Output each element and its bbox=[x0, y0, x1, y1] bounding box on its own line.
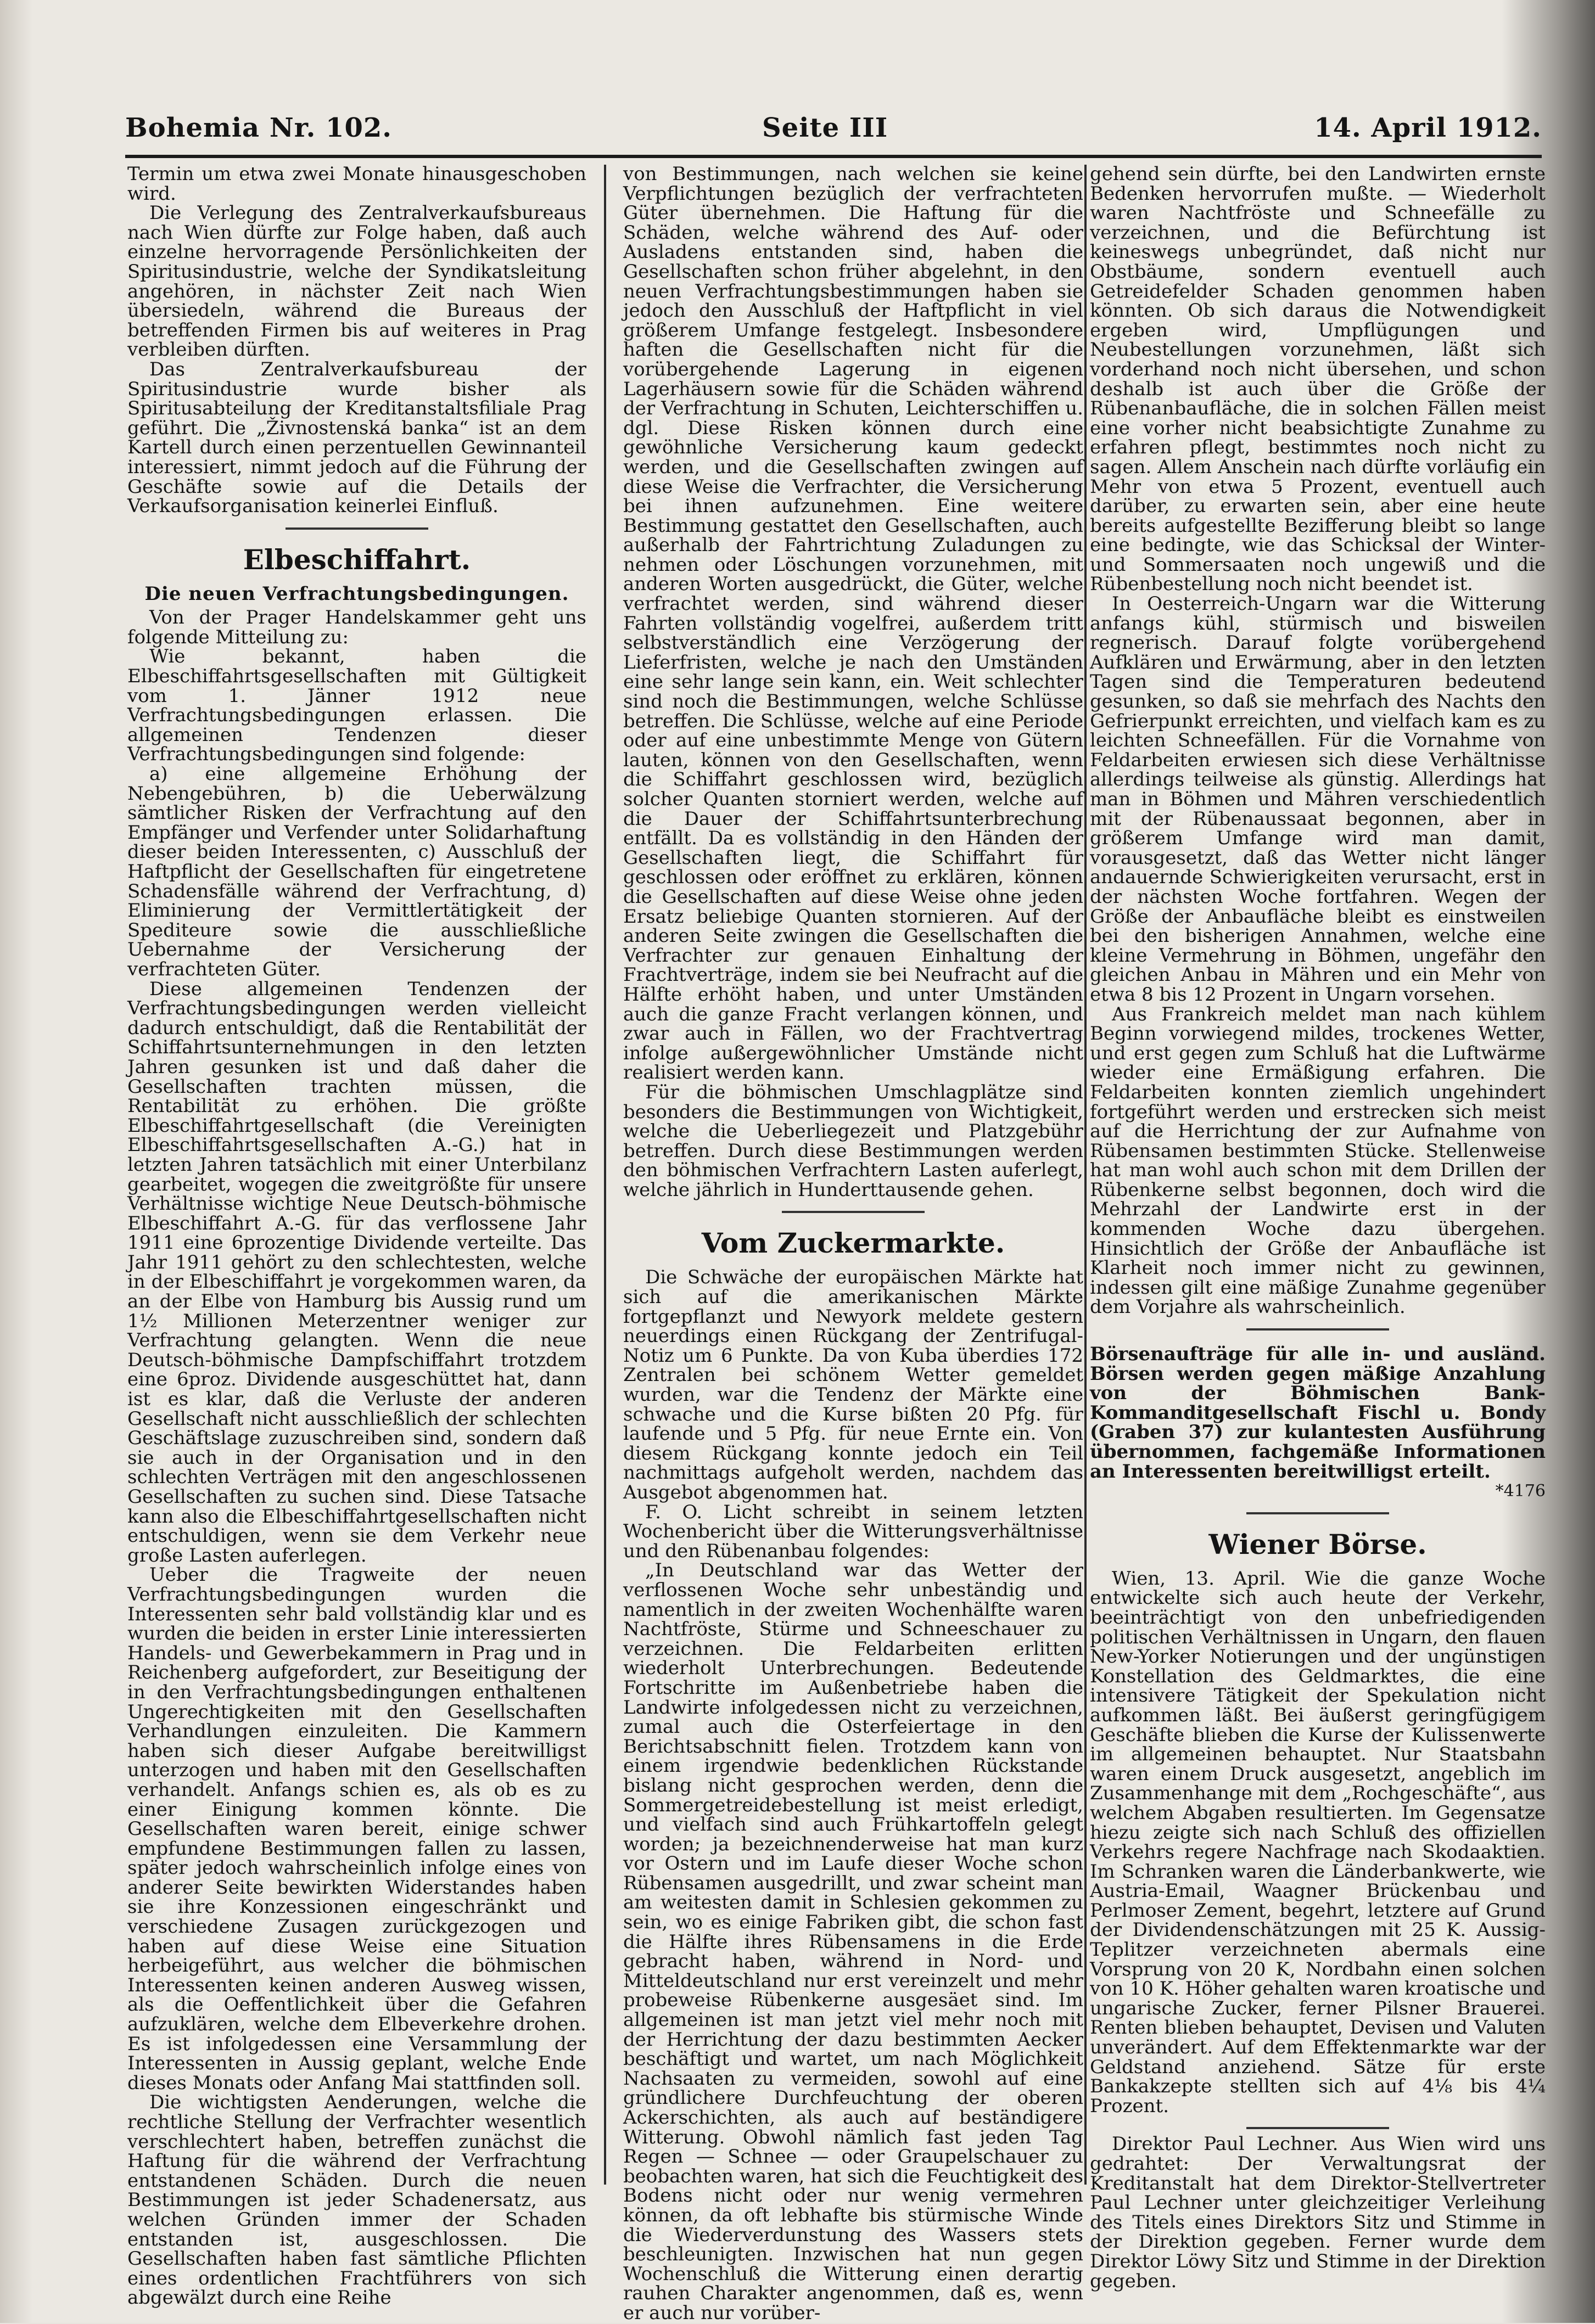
section-divider bbox=[286, 527, 428, 530]
advertisement-ref: *4176 bbox=[1495, 1481, 1546, 1501]
paragraph: Von der Prager Handelskammer geht uns folgende Mitteilung zu: bbox=[127, 607, 586, 648]
scan-edge-left bbox=[0, 0, 33, 2323]
paragraph: F. O. Licht schreibt in seinem letzten Wochenbericht über die Witterungsverhältnisse und den Rübenanbau folgendes: bbox=[623, 1501, 1083, 1562]
paragraph: a) eine allgemeine Erhöhung der Nebengebühren, b) die Ueberwälzung sämtlicher Risken der Verfrachtung auf den Empfänger und Verfender unter Solidarhaftung dieser beiden Interessenten, c) Ausschluß der Haftpflicht der Gesellschaften für eingetretene Schadensfälle während der Verfrachtung, d) Eliminierung der Vermittlertätigkeit der Spediteure sowie die ausschließliche Uebernahme der Versicherung der verfrachteten Güter. bbox=[127, 763, 586, 980]
paragraph: Wien, 13. April. Wie die ganze Woche entwickelte sich auch heute der Verkehr, beeinträchtigt von den unbefriedigenden politischen Verhältnissen in Ungarn, den flauen New-Yorker Notierungen und der ungünstigen Konstellation des Geldmarktes, die eine intensivere Tätigkeit der Spekulation nicht aufkommen läßt. Bei äußerst geringfügigem Geschäfte blieben die Kurse der Kulissenwerte im allgemeinen behauptet. Nur Staatsbahn waren einem Druck ausgesetzt, angeblich im Zusammenhange mit dem „Rochgeschäfte“, aus welchem Abgaben resultierten. Im Gegensatze hiezu zeigte sich nach Schluß des offiziellen Verkehrs regere Nachfrage nach Skodaaktien. Im Schranken waren die Länderbankwerte, wie Austria-Email, Waagner Brückenbau und Perlmoser Zement, begehrt, letztere auf Grund der Dividendenschätzungen mit 25 K. Aussig-Teplitzer verzeichneten abermals eine Vorsprung von 20 K, Nordbahn einen solchen von 10 K. Höher gehalten waren kroatische und ungarische Zucker, ferner Pilsner Brauerei. Renten blieben behauptet, Devisen und Valuten unverändert. Auf dem Effektenmarkte war der Geldstand anziehend. Sätze für erste Bankakzepte stellten sich auf 4⅛ bis 4¼ Prozent. bbox=[1090, 1567, 1546, 2117]
column-rule-1 bbox=[604, 165, 606, 2185]
section-subheading: Die neuen Verfrachtungsbedingungen. bbox=[144, 582, 569, 605]
paragraph: Termin um etwa zwei Monate hinausgeschoben wird. bbox=[127, 163, 586, 205]
paragraph: Direktor Paul Lechner. Aus Wien wird uns gedrahtet: Der Verwaltungsrat der Kreditanstalt hat dem Direktor-Stellvertreter Paul Lechner unter gleichzeitiger Verleihung des Titels eines Direktors Sitz und Stimme in der Direktion gegeben. Ferner wurde dem Direktor Löwy Sitz und Stimme in der Direktion gegeben. bbox=[1090, 2133, 1546, 2292]
page-header bbox=[125, 113, 1542, 151]
paragraph: Das Zentralverkaufsbureau der Spiritusindustrie wurde bisher als Spiritusabteilung der Kreditanstaltsfiliale Prag geführt. Die „Živnostenská banka“ ist an dem Kartell durch einen perzentuellen Gewinnanteil interessiert, nimmt jedoch auf die Führung der Geschäfte sowie auf die Details der Verkaufsorganisation keinerlei Einfluß. bbox=[127, 358, 586, 518]
paragraph: Wie bekannt, haben die Elbeschiffahrtsgesellschaften mit Gültigkeit vom 1. Jänner 1912 neue Verfrachtungsbedingungen erlassen. Die allgemeinen Tendenzen dieser Verfrachtungsbedingungen sind folgende: bbox=[127, 645, 586, 766]
header-masthead: Bohemia Nr. 102. bbox=[125, 113, 392, 143]
paragraph: Die wichtigsten Aenderungen, welche die rechtliche Stellung der Verfrachter wesentlich verschlechtert haben, betreffen zunächst die Haftung für die während der Verfrachtung entstandenen Schäden. Durch die neuen Bestimmungen ist jeder Schadenersatz, aus welchen Gründen immer der Schaden entstanden ist, ausgeschlossen. Die Gesellschaften haben fast sämtliche Pflichten eines ordentlichen Frachtführers von sich abgewälzt durch eine Reihe bbox=[127, 2091, 586, 2309]
paragraph: Diese allgemeinen Tendenzen der Verfrachtungsbedingungen werden vielleicht dadurch entschuldigt, daß die Rentabilität der Schiffahrtsunternehmungen in den letzten Jahren gesunken ist und daß daher die Gesellschaften trachten müssen, die Rentabilität zu erhöhen. Die größte Elbeschiffahrtgesellschaft (die Vereinigten Elbeschiffahrtsgesellschaften A.-G.) hat in letzten Jahren tatsächlich mit einer Unterbilanz gearbeitet, wogegen die zweitgrößte für unsere Verhältnisse wichtige Neue Deutsch-böhmische Elbeschiffahrt A.-G. für das verflossene Jahr 1911 eine 6prozentige Dividende verteilte. Das Jahr 1911 gehört zu den schlechtesten, welche in der Elbeschiffahrt je vorgekommen waren, da an der Elbe von Hamburg bis Aussig rund um 1½ Millionen Meterzentner weniger zur Verfrachtung gelangten. Wenn die neue Deutsch-böhmische Dampfschiffahrt trotzdem eine 6proz. Dividende ausgeschüttet hat, dann ist es klar, daß die Verluste der anderen Gesellschaft nicht ausschließlich der schlechten Geschäftslage zuzuschreiben sind, sondern daß sie auch in der Organisation und in den schlechten Verträgen mit den angeschlossenen Gesellschaften zu suchen sind. Diese Tatsache kann also die Elbeschiffahrtgesellschaften nicht entschuldigen, wenn sie dem Verkehr neue große Lasten auferlegen. bbox=[127, 978, 586, 1567]
paragraph: von Bestimmungen, nach welchen sie keine Verpflichtungen bezüglich der verfrachteten Güter übernehmen. Die Haftung für die Schäden, welche während des Auf- oder Ausladens entstanden sind, haben die Gesellschaften schon früher abgelehnt, in den neuen Verfrachtungsbestimmungen haben sie jedoch den Ausschluß der Haftpflicht in viel größerem Umfange festgelegt. Insbesondere haften die Gesellschaften nicht für die vorübergehende Lagerung in eigenen Lagerhäusern sowie für die Schäden während der Verfrachtung in Schuten, Leichterschiffen u. dgl. Diese Risken können durch eine gewöhnliche Versicherung kaum gedeckt werden, und die Gesellschaften zwingen auf diese Weise die Verfrachter, die Versicherung bei ihnen aufzunehmen. Eine weitere Bestimmung gestattet den Gesellschaften, auch außerhalb der Fahrtrichtung Zuladungen zu nehmen oder Löschungen vorzunehmen, mit anderen Worten ausgedrückt, die Güter, welche verfrachtet werden, sind während dieser Fahrten vollständig vogelfrei, außerdem tritt selbstverständlich eine Verzögerung der Lieferfristen, welche je nach den Umständen eine sehr lange sein kann, ein. Weit schlechter sind noch die Bestimmungen, welche Schlüsse betreffen. Die Schlüsse, welche auf eine Periode oder auf eine unbestimmte Menge von Gütern lauten, können von den Gesellschaften, wenn die Schiffahrt geschlossen wird, bezüglich solcher Quanten storniert werden, welche auf die Dauer der Schiffahrtsunterbrechung entfällt. Da es vollständig in den Händen der Gesellschaften liegt, die Schiffahrt für geschlossen oder eröffnet zu erklären, können die Gesellschaften auf diese Weise ohne jeden Ersatz beliebige Quanten stornieren. Auf der anderen Seite zwingen die Gesellschaften die Verfrachter zur genauen Einhaltung der Frachtverträge, indem sie bei Neufracht auf die Hälfte erhöht haben, und unter Umständen auch die ganze Fracht verlangen können, und zwar auch in Fällen, wo der Frachtvertrag infolge außergewöhnlicher Umstände nicht realisiert werden kann. bbox=[623, 163, 1083, 1084]
paragraph: „In Deutschland war das Wetter der verflossenen Woche sehr unbeständig und namentlich in der zweiten Wochenhälfte waren Nachtfröste, Stürme und Schneeschauer zu verzeichnen. Die Feldarbeiten erlitten wiederholt Unterbrechungen. Bedeutende Fortschritte im Außenbetriebe haben die Landwirte infolgedessen nicht zu verzeichnen, zumal auch die Osterfeiertage in den Berichtsabschnitt fielen. Trotzdem kann von einem irgendwie bedenklichen Rückstande bislang nicht gesprochen werden, denn die Sommergetreidebestellung ist meist erledigt, und vielfach sind auch Frühkartoffeln gelegt worden; ja bezeichnenderweise hat man kurz vor Ostern und im Laufe dieser Woche schon Rübensamen ausgedrillt, und zwar scheint man am weitesten damit in Schlesien gekommen zu sein, wo es einige Fabriken gibt, die schon fast die Hälfte ihres Rübensamens in die Erde gebracht haben, während in Nord- und Mitteldeutschland nur erst vereinzelt und mehr probeweise Rübenkerne ausgesäet sind. Im allgemeinen ist man jetzt viel mehr noch mit der Herrichtung der dazu bestimmten Aecker beschäftigt und wartet, um nach Möglichkeit Nachsaaten zu vermeiden, sowohl auf eine gründlichere Durchfeuchtung der oberen Ackerschichten, als auch auf beständigere Witterung. Obwohl nämlich fast jeden Tag Regen — Schnee — oder Graupelschauer zu beobachten waren, hat sich die Feuchtigkeit des Bodens nicht oder nur wenig vermehren können, da oft lebhafte bis stürmische Winde die Wiederverdunstung des Wassers stets beschleunigten. Inzwischen hat nun gegen Wochenschluß die Witterung einen derartig rauhen Charakter angenommen, daß es, wenn er auch nur vorüber- bbox=[623, 1559, 1083, 2324]
header-rule bbox=[125, 155, 1542, 158]
section-divider bbox=[782, 1211, 925, 1213]
paragraph: Die Schwäche der europäischen Märkte hat sich auf die amerikanischen Märkte fortgepflanzt und Newyork meldete gestern neuerdings einen Rückgang der Zentrifugal-Notiz um 6 Punkte. Da von Kuba überdies 172 Zentralen bei schönem Wetter gemeldet wurden, war die Tendenz der Märkte eine schwache und die Kurse bißten 20 Pfg. für laufende und 5 Pfg. für neue Ernte ein. Von diesem Rückgang konnte jedoch ein Teil nachmittags aufgeholt werden, nachdem das Ausgebot abgenommen hat. bbox=[623, 1266, 1083, 1503]
paragraph: Ueber die Tragweite der neuen Verfrachtungsbedingungen wurden die Interessenten sehr bald vollständig klar und es wurden die beiden in erster Linie interessierten Handels- und Gewerbekammern in Prag und in Reichenberg aufgefordert, zur Beseitigung der in den Verfrachtungsbedingungen enthaltenen Ungerechtigkeiten mit den Gesellschaften Verhandlungen einzuleiten. Die Kammern haben sich dieser Aufgabe bereitwilligst unterzogen und haben mit den Gesellschaften verhandelt. Anfangs schien es, als ob es zu einer Einigung kommen könnte. Die Gesellschaften waren bereit, einige schwer empfundene Bestimmungen fallen zu lassen, später jedoch wahrscheinlich infolge eines von anderer Seite bewirkten Widerstandes haben sie ihre Konzessionen eingeschränkt und verschiedene Zusagen zurückgezogen und haben auf diese Weise eine Situation herbeigeführt, aus welcher die böhmischen Interessenten keinen anderen Ausweg wissen, als die Oeffentlichkeit über die Gefahren aufzuklären, welche dem Elbeverkehre drohen. Es ist infolgedessen eine Versammlung der Interessenten in Aussig geplant, welche Ende dieses Monats oder Anfang Mai stattfinden soll. bbox=[127, 1564, 586, 2094]
header-page-number: Seite III bbox=[762, 113, 888, 143]
paragraph: Für die böhmischen Umschlagplätze sind besonders die Bestimmungen von Wichtigkeit, welche die Ueberliegezeit und Platzgebühr betreffen. Durch diese Bestimmungen werden den böhmischen Verfrachtern Lasten auferlegt, welche jährlich in Hunderttausende gehen. bbox=[623, 1081, 1083, 1201]
paragraph: Die Verlegung des Zentralverkaufsbureaus nach Wien dürfte zur Folge haben, daß auch einzelne hervorragende Persönlichkeiten der Spiritusindustrie, welche der Syndikatsleitung angehören, in nächster Zeit nach Wien übersiedeln, während die Bureaus der betreffenden Firmen bis auf weiteres in Prag verbleiben dürften. bbox=[127, 202, 586, 361]
paragraph: In Oesterreich-Ungarn war die Witterung anfangs kühl, stürmisch und bisweilen regnerisch. Darauf folgte vorübergehend Aufklären und Erwärmung, aber in den letzten Tagen sind die Temperaturen bedeutend gesunken, so daß sie mehrfach des Nachts den Gefrierpunkt erreichten, und vielfach kam es zu leichten Schneefällen. Für die Vornahme von Feldarbeiten erwiesen sich diese Verhältnisse allerdings teilweise als günstig. Allerdings hat man in Böhmen und Mähren verschiedentlich mit der Rübenaussaat begonnen, aber in größerem Umfange wird man damit, vorausgesetzt, daß das Wetter nicht länger andauernde Schwierigkeiten verursacht, erst in der nächsten Woche fortfahren. Wegen der Größe der Anbaufläche bleibt es einstweilen bei den bisherigen Annahmen, welche eine kleine Vermehrung in Böhmen, ungefähr den gleichen Anbau in Mähren und ein Mehr von etwa 8 bis 12 Prozent in Ungarn vorsehen. bbox=[1090, 593, 1546, 1006]
section-divider bbox=[1246, 1328, 1389, 1331]
section-heading-wiener-boerse: Wiener Börse. bbox=[1208, 1528, 1427, 1560]
column-1 bbox=[127, 163, 586, 2309]
advertisement: Börsenaufträge für alle in- und ausländ. Börsen werden gegen mäßige Anzahlung von der Böhmischen Bank-Kommanditgesellschaft Fischl u. Bondy (Graben 37) zur kulantesten Ausführung übernommen, fachgemäße Informationen an Interessenten bereitwilligst erteilt. bbox=[1090, 1343, 1546, 1483]
column-rule-2 bbox=[1084, 165, 1087, 2185]
header-date: 14. April 1912. bbox=[1314, 113, 1542, 143]
section-heading-zuckermarkt: Vom Zuckermarkte. bbox=[701, 1227, 1005, 1260]
paragraph: Aus Frankreich meldet man nach kühlem Beginn vorwiegend mildes, trockenes Wetter, und erst gegen zum Schluß hat die Luftwärme wieder eine Ermäßigung erfahren. Die Feldarbeiten konnten ziemlich ungehindert fortgeführt werden und erstrecken sich meist auf die Herrichtung der zur Aufnahme von Rübensamen bestimmten Stücke. Stellenweise hat man wohl auch schon mit dem Drillen der Rübenkerne selbst begonnen, doch wird die Mehrzahl der Landwirte erst in der kommenden Woche dazu übergehen. Hinsichtlich der Größe der Anbaufläche ist Klarheit noch immer nicht zu gewinnen, indessen gilt eine mäßige Zunahme gegenüber dem Vorjahre als wahrscheinlich. bbox=[1090, 1003, 1546, 1318]
section-divider bbox=[1246, 2127, 1389, 2129]
column-2 bbox=[623, 163, 1083, 2324]
column-3 bbox=[1090, 163, 1546, 2292]
paragraph: gehend sein dürfte, bei den Landwirten ernste Bedenken hervorrufen mußte. — Wiederholt waren Nachtfröste und Schneefälle zu verzeichnen, und die Befürchtung ist keineswegs unbegründet, daß nicht nur Obstbäume, sondern eventuell auch Getreidefelder Schaden genommen haben könnten. Ob sich daraus die Notwendigkeit ergeben wird, Umpflügungen und Neubestellungen vorzunehmen, läßt sich vorderhand noch nicht übersehen, und schon deshalb ist auch über die Größe der Rübenanbaufläche, die in solchen Fällen meist eine vorher nicht beabsichtigte Zunahme zu erfahren pflegt, bestimmtes noch nicht zu sagen. Allem Anschein nach dürfte vorläufig ein Mehr von etwa 5 Prozent, eventuell auch darüber, zu erwarten sein, aber eine heute bereits aufgestellte Bezifferung bleibt so lange eine bedingte, wie das Schicksal der Winter- und Sommersaaten noch ungewiß und die Rübenbestellung noch nicht beendet ist. bbox=[1090, 163, 1546, 596]
section-heading-elbeschiffahrt: Elbeschiffahrt. bbox=[243, 543, 471, 576]
section-divider bbox=[1246, 1512, 1389, 1514]
